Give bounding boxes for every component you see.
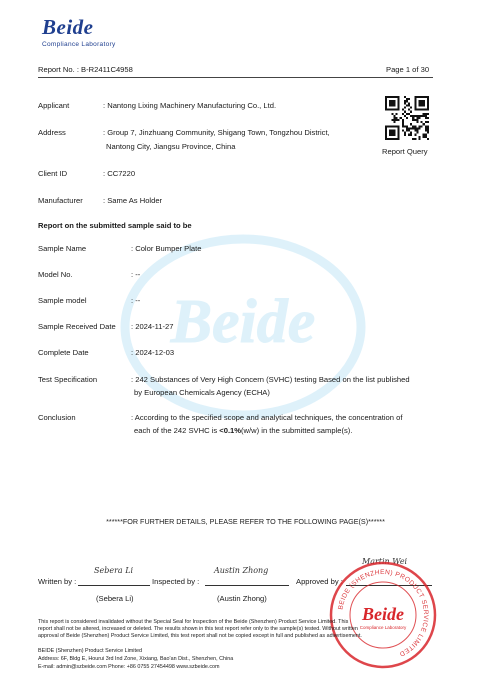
report-query-qr-code[interactable] <box>385 96 429 140</box>
header-divider <box>38 77 433 78</box>
manufacturer-value: : Same As Holder <box>103 196 163 205</box>
section-title: Report on the submitted sample said to be <box>38 221 192 230</box>
address-line-2: Nantong City, Jiangsu Province, China <box>106 142 236 151</box>
conclusion-label: Conclusion <box>38 413 76 422</box>
svg-text:Beide: Beide <box>170 288 316 356</box>
conclusion-line-1: : According to the specified scope and analytical techniques, the concentration of <box>131 413 403 422</box>
test-spec-line-2: by European Chemicals Agency (ECHA) <box>134 388 270 397</box>
received-date-value: : 2024-11-27 <box>131 322 174 331</box>
applicant-value: : Nantong Lixing Machinery Manufacturing Co., Ltd. <box>103 101 277 110</box>
company-seal <box>328 560 438 670</box>
company-name: BEIDE (Shenzhen) Product Service Limited <box>38 648 142 654</box>
qr-caption: Report Query <box>382 147 428 156</box>
company-contact: E-mail: admin@szbeide.com Phone: +86 0755 27454498 www.szbeide.com <box>38 664 220 670</box>
sample-name-label: Sample Name <box>38 244 87 253</box>
test-spec-label: Test Specification <box>38 375 98 384</box>
sample-model-label: Sample model <box>38 296 87 305</box>
seal-sub-text: Compliance Laboratory <box>359 625 407 630</box>
sample-name-value: : Color Bumper Plate <box>131 244 202 253</box>
complete-date-value: : 2024-12-03 <box>131 348 175 357</box>
client-id-label: Client ID <box>38 169 68 178</box>
approved-by-label: Approved by : <box>296 577 343 586</box>
sample-model-value: : -- <box>131 296 141 305</box>
inspector-signature: Austin Zhong <box>214 566 269 575</box>
client-id-value: : CC7220 <box>103 169 136 178</box>
approver-signature: Martin Wei <box>362 557 408 566</box>
writer-sign-line <box>78 585 150 586</box>
writer-name: (Sebera Li) <box>96 594 134 603</box>
conclusion-threshold: <0.1% <box>219 426 242 435</box>
disclaimer-line-3: approval of Beide (Shenzhen) Product Service Limited, this test report shall not be copied except in full and published as advertisement. <box>38 633 362 639</box>
writer-signature: Sebera Li <box>94 566 134 575</box>
logo-subtitle: Compliance Laboratory <box>42 41 116 48</box>
report-number: Report No. : B-R2411C4958 <box>38 65 133 74</box>
company-address: Address: 6F, Bldg E, Hourui 3rd Ind Zone, Xixiang, Bao'an Dist., Shenzhen, China <box>38 656 234 662</box>
address-line-1: : Group 7, Jinzhuang Community, Shigang Town, Tongzhou District, <box>103 128 330 137</box>
complete-date-label: Complete Date <box>38 348 89 357</box>
inspected-by-label: Inspected by : <box>152 577 200 586</box>
manufacturer-label: Manufacturer <box>38 196 83 205</box>
seal-center-text: Beide <box>362 604 404 624</box>
beide-logo: Beide <box>42 15 94 39</box>
disclaimer-line-2: report shall not be altered, increased or deleted. The results shown in this test report refer only to the sample(s) tested. Without written <box>38 626 358 632</box>
received-date-label: Sample Received Date <box>38 322 116 331</box>
inspector-name: (Austin Zhong) <box>217 594 267 603</box>
conclusion-text-c: (w/w) in the submitted sample(s). <box>241 426 353 435</box>
conclusion-line-2 <box>134 425 352 436</box>
written-by-label: Written by : <box>38 577 77 586</box>
disclaimer-line-1: This report is considered invalidated without the Special Seal for Inspection of the Beide (Shenzhen) Product Service Limited. This <box>38 619 349 625</box>
address-label: Address <box>38 128 66 137</box>
inspector-sign-line <box>205 585 289 586</box>
model-no-label: Model No. <box>38 270 73 279</box>
seal-ring-text: BEIDE (SHENZHEN) PRODUCT SERVICE LIMITED <box>337 568 430 658</box>
conclusion-text-a: each of the 242 SVHC is <box>134 426 220 435</box>
applicant-label: Applicant <box>38 101 70 110</box>
page-number: Page 1 of 30 <box>386 65 430 74</box>
test-spec-line-1: : 242 Substances of Very High Concern (SVHC) testing Based on the list published <box>131 375 410 384</box>
further-details-note: ******FOR FURTHER DETAILS, PLEASE REFER TO THE FOLLOWING PAGE(S)****** <box>106 517 385 526</box>
model-no-value: : -- <box>131 270 141 279</box>
